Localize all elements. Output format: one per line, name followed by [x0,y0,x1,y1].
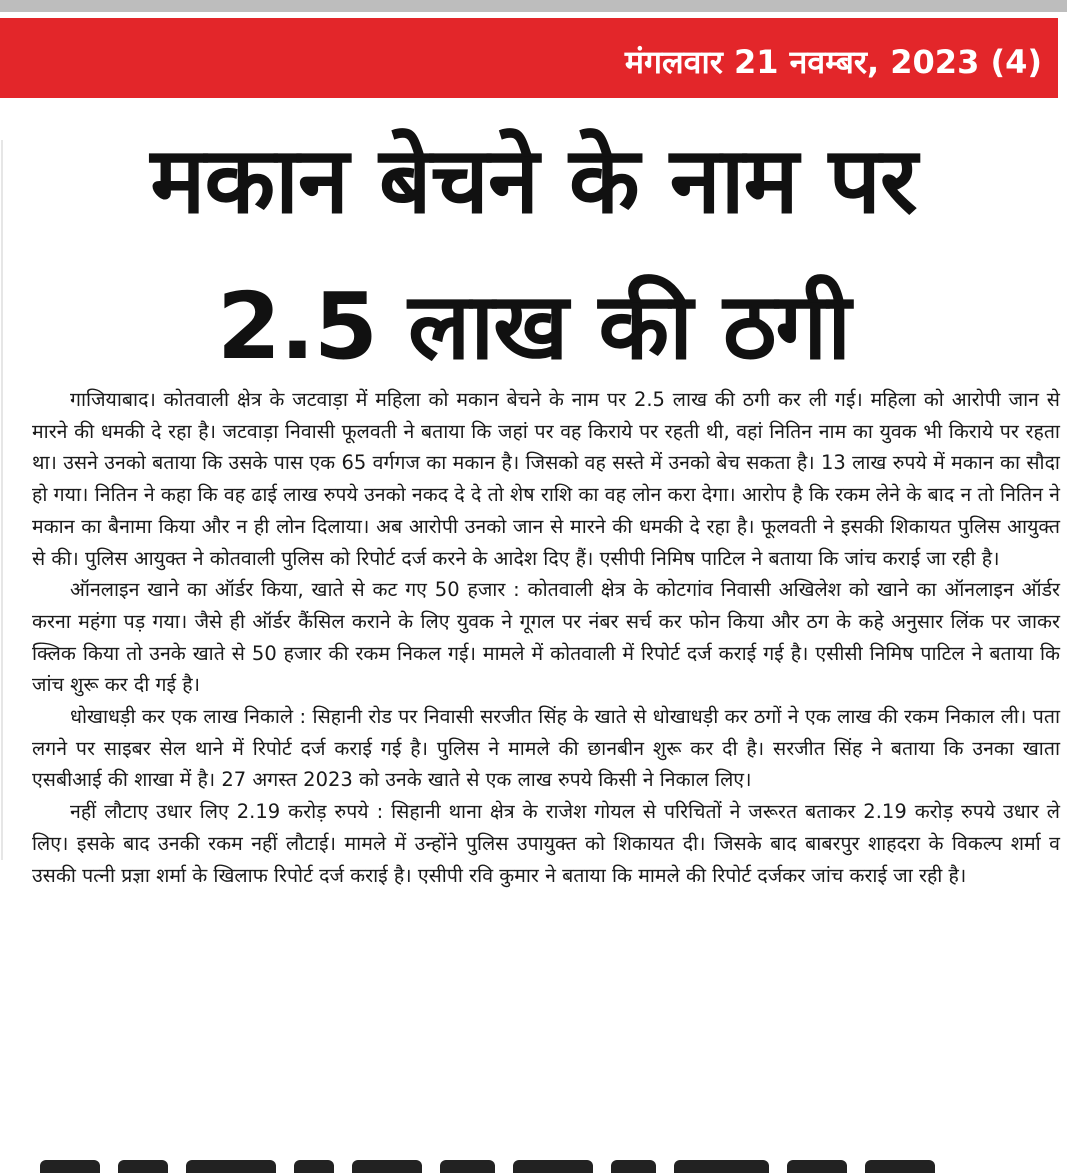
paragraph-2: ऑनलाइन खाने का ऑर्डर किया, खाते से कट गए 50 हजार : कोतवाली क्षेत्र के कोटगांव निवासी अखिलेश को खाने का ऑनलाइन ऑर्डर करना महंगा पड़ गया। जैसे ही ऑर्डर कैंसिल कराने के लिए युवक ने गूगल पर नंबर सर्च कर फोन किया और ठग के कहे अनुसार लिंक पर जाकर क्लिक किया तो उनके खाते से 50 हजार की रकम निकल गई। मामले में कोतवाली में रिपोर्ट दर्ज कराई गई है। एसीसी निमिष पाटिल ने बताया कि जांच शुरू कर दी गई है। [32,578,1060,697]
date-page-label: मंगलवार 21 नवम्बर, 2023 (4) [624,43,1042,81]
date-banner [0,18,1058,98]
article-body [32,384,1060,891]
top-gray-strip [0,0,1067,12]
headline-line-2: 2.5 लाख की ठगी [216,273,851,380]
paragraph-3: धोखाधड़ी कर एक लाख निकाले : सिहानी रोड पर निवासी सरजीत सिंह के खाते से धोखाधड़ी कर ठगों ने एक लाख की रकम निकाल ली। पता लगने पर साइबर सेल थाने में रिपोर्ट दर्ज कराई गई है। पुलिस ने मामले की छानबीन शुरू कर दी है। सरजीत सिंह ने बताया कि उनका खाता एसबीआई की शाखा में है। 27 अगस्त 2023 को उनके खाते से एक लाख रुपये किसी ने निकाल लिए। [32,705,1060,792]
paragraph-1: गाजियाबाद। कोतवाली क्षेत्र के जटवाड़ा में महिला को मकान बेचने के नाम पर 2.5 लाख की ठगी कर ली गई। महिला को आरोपी जान से मारने की धमकी दे रहा है। जटवाड़ा निवासी फूलवती ने बताया कि जहां पर वह किराये पर रहती थी, वहां नितिन नाम का युवक भी किराये पर रहता था। उसने उनको बताया कि उसके पास एक 65 वर्गगज का मकान है। जिसको वह सस्ते में उनको बेच सकता है। 13 लाख रुपये में मकान का सौदा हो गया। नितिन ने कहा कि वह ढाई लाख रुपये उनको नकद दे दे तो शेष राशि का वह लोन करा देगा। आरोप है कि रकम लेने के बाद न तो नितिन ने मकान का बैनामा किया और न ही लोन दिलाया। अब आरोपी उनको जान से मारने की धमकी दे रहा है। फूलवती ने इसकी शिकायत पुलिस आयुक्त से की। पुलिस आयुक्त ने कोतवाली पुलिस को रिपोर्ट दर्ज करने के आदेश दिए हैं। एसीपी निमिष पाटिल ने बताया कि जांच कराई जा रही है। [32,388,1060,570]
headline-line-1: मकान बेचने के नाम पर [150,127,917,234]
paragraph-4: नहीं लौटाए उधार लिए 2.19 करोड़ रुपये : सिहानी थाना क्षेत्र के राजेश गोयल से परिचितों ने जरूरत बताकर 2.19 करोड़ रुपये उधार ले लिए। इसके बाद उनकी रकम नहीं लौटाई। मामले में उन्होंने पुलिस उपायुक्त को शिकायत दी। जिसके बाद बाबरपुर शाहदरा के विकल्प शर्मा व उसकी पत्नी प्रज्ञा शर्मा के खिलाफ रिपोर्ट दर्ज कराई है। एसीपी रवि कुमार ने बताया कि मामले की रिपोर्ट दर्जकर जांच कराई जा रही है। [32,800,1060,887]
headline [0,108,1067,400]
next-article-cut-headline [40,1160,1020,1173]
